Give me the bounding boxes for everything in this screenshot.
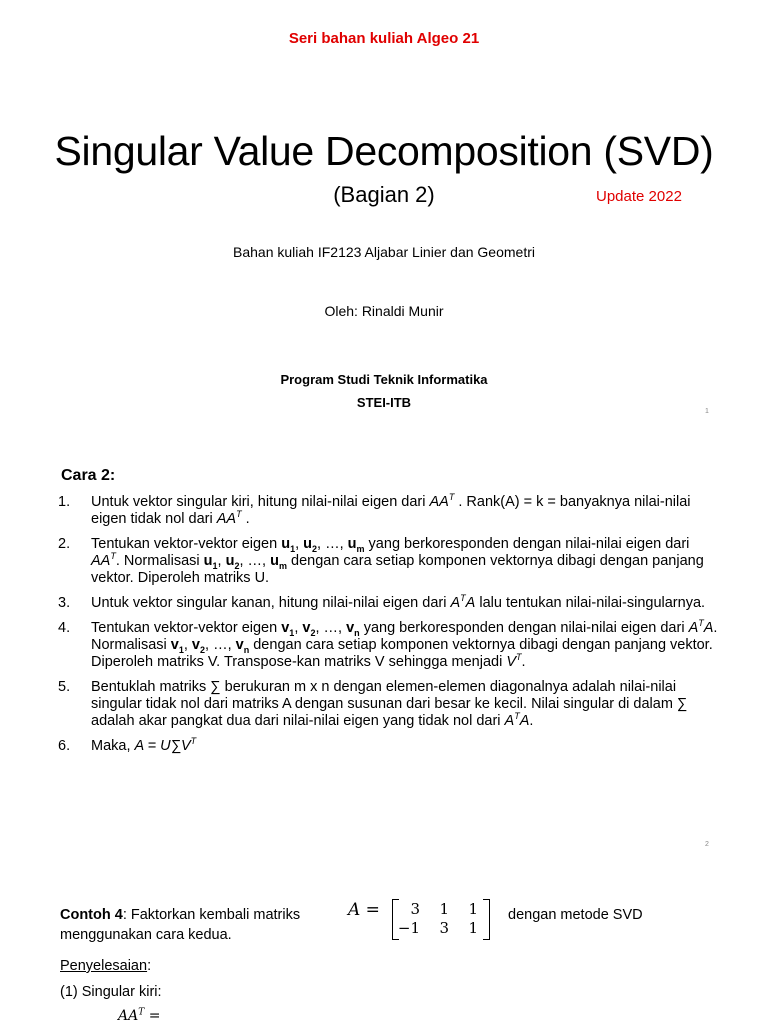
program-label: Program Studi Teknik Informatika — [280, 372, 488, 387]
matrix-cell: 1 — [468, 919, 478, 937]
list-item: 5. Bentuklah matriks ∑ berukuran m x n dengan elemen-elemen diagonalnya adalah nilai-nilai singular tidak nol dari matriks A dengan susunan dari besar ke kecil. Nilai singular di dalam ∑ adalah akar pangkat dua dari nilai-nilai eigen yang tidak nol dari $A^TA$. — [58, 679, 688, 729]
aat-partial: $AA^T$ = — [118, 1007, 161, 1024]
list-item: 2. Tentukan vektor-vektor eigen $u_1$, $u_2$, …, $u_m$ yang berkoresponden dengan nilai-nilai eigen dari $AA^T$. Normalisasi $u_1$, $u_2$, …, $u_m$ dengan cara setiap komponen vektornya dibagi dengan panjang vektor. Diperoleh matriks U. — [58, 536, 704, 586]
list-item: 1. Untuk vektor singular kiri, hitung nilai-nilai eigen dari $AA^T$ . Rank(A) = k = banyaknya nilai-nilai eigen tidak nol dari $AA^T$ . — [58, 492, 691, 527]
matrix-a-symbol: A = — [348, 900, 380, 920]
author-label: Oleh: Rinaldi Munir — [324, 303, 444, 319]
slide-title — [0, 0, 768, 432]
example-text-2: dengan metode SVD — [508, 907, 643, 923]
steps-list — [58, 494, 718, 763]
school-label: STEI-ITB — [356, 395, 412, 410]
step-1-label: (1) Singular kiri: — [60, 984, 162, 1000]
solution-heading: Penyelesaian: — [60, 958, 152, 974]
example-label: Contoh 4 — [60, 907, 123, 923]
matrix-cell: 3 — [410, 900, 420, 918]
series-label: Seri bahan kuliah Algeo 21 — [288, 30, 480, 47]
matrix-a — [392, 899, 490, 941]
list-item: 4. Tentukan vektor-vektor eigen $v_1$, $v_2$, …, $v_n$ yang berkoresponden dengan nilai-nilai eigen dari $A^TA$. Normalisasi $v_1$, $v_2$, …, $v_n$ dengan cara setiap komponen vektornya dibagi dengan panjang vektor. Diperoleh matriks V. Transpose-kan matriks V sehingga menjadi $V^T$. — [58, 618, 718, 670]
slide-cara-2 — [0, 433, 768, 865]
matrix-cell: 1 — [468, 900, 478, 918]
slide-contoh-4 — [0, 866, 768, 1024]
course-label: Bahan kuliah IF2123 Aljabar Linier dan Geometri — [233, 244, 535, 260]
section-heading: Cara 2: — [61, 467, 116, 484]
list-item: 6. Maka, $A = U\sum V^T$ — [58, 736, 197, 754]
matrix-cell: 1 — [439, 900, 449, 918]
page-title: Singular Value Decomposition (SVD) — [54, 128, 714, 174]
update-label: Update 2022 — [596, 188, 682, 205]
example-text-3: menggunakan cara kedua. — [60, 927, 232, 943]
page-number: 2 — [705, 841, 709, 848]
list-item: 3. Untuk vektor singular kanan, hitung nilai-nilai eigen dari $A^TA$ lalu tentukan nilai-nilai-singularnya. — [58, 593, 706, 611]
matrix-cell: −1 — [397, 919, 420, 937]
example-intro: Contoh 4: Faktorkan kembali matriks — [60, 907, 301, 923]
page-subtitle: (Bagian 2) — [333, 182, 435, 207]
matrix-cell: 3 — [439, 919, 449, 937]
page-number: 1 — [705, 408, 709, 415]
